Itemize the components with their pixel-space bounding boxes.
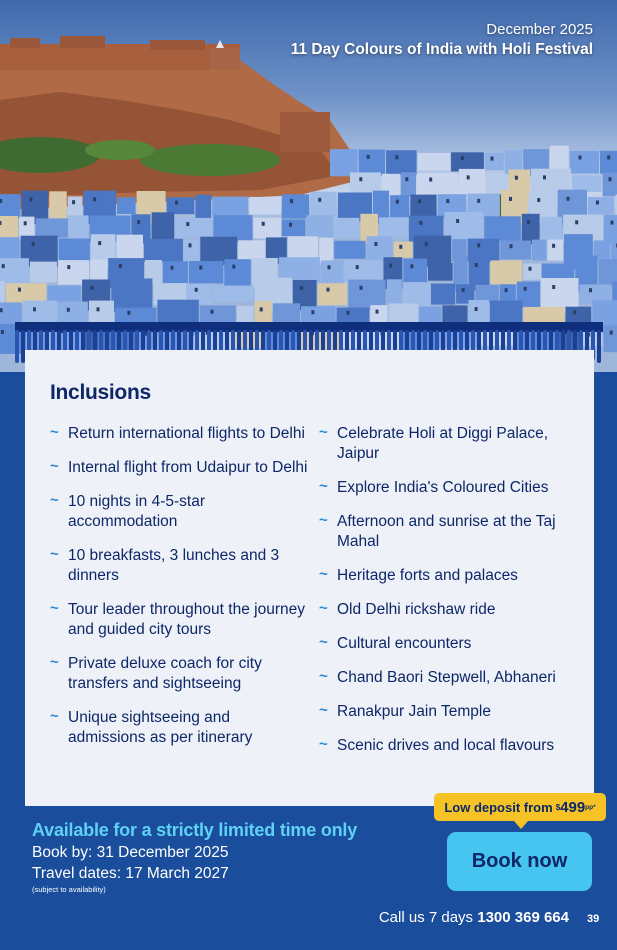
bullet-tilde-icon: ~ [50,458,59,475]
deposit-currency: $ [555,802,561,812]
low-deposit-badge [434,793,606,821]
book-by-date: Book by: 31 December 2025 [32,844,229,861]
bullet-tilde-icon: ~ [319,512,328,529]
inclusion-item: ~ Unique sightseeing and admissions as per itinerary [50,708,253,746]
bullet-tilde-icon: ~ [319,566,328,583]
inclusion-item: ~ Afternoon and sunrise at the Taj Mahal [319,512,556,550]
hero-caption [291,20,593,60]
tour-title: 11 Day Colours of India with Holi Festival [290,41,593,58]
inclusion-item: ~ Explore India's Coloured Cities [319,478,549,496]
bullet-tilde-icon: ~ [50,424,59,441]
inclusion-item: ~ Internal flight from Udaipur to Delhi [50,458,308,476]
bullet-tilde-icon: ~ [319,702,328,719]
offer-headline: Available for a strictly limited time only [32,820,358,840]
inclusion-item: ~ Ranakpur Jain Temple [319,702,491,720]
bullet-tilde-icon: ~ [50,600,59,617]
bullet-tilde-icon: ~ [50,708,59,725]
tour-date: December 2025 [486,21,593,38]
inclusions-list-right [319,424,584,770]
phone-number-link[interactable]: 1300 369 664 [477,909,569,926]
travel-dates: Travel dates: 17 March 2027 [32,865,229,882]
deposit-prefix: Low deposit from [444,799,553,815]
page-number: 39 [587,913,600,925]
bullet-tilde-icon: ~ [319,478,328,495]
deposit-amount: 499 [560,798,586,816]
bullet-tilde-icon: ~ [50,654,59,671]
inclusions-panel [25,350,594,806]
bullet-tilde-icon: ~ [319,600,328,617]
call-us-text: Call us 7 days [378,909,474,926]
inclusion-item: ~ Return international flights to Delhi [50,424,305,442]
bullet-tilde-icon: ~ [319,668,328,685]
inclusion-item: ~ Old Delhi rickshaw ride [319,600,496,618]
inclusions-list-left [50,424,310,762]
bullet-tilde-icon: ~ [319,736,328,753]
bullet-tilde-icon: ~ [319,634,328,651]
inclusion-item: ~ Private deluxe coach for city transfers and sightseeing [50,654,262,692]
bullet-tilde-icon: ~ [319,424,328,441]
book-now-button[interactable]: Book now [447,832,592,891]
inclusion-item: ~ Cultural encounters [319,634,472,652]
deposit-suffix: pp* [585,803,596,811]
inclusion-item: ~ Celebrate Holi at Diggi Palace, Jaipur [319,424,549,462]
inclusion-item: ~ Heritage forts and palaces [319,566,518,584]
inclusion-item: ~ 10 nights in 4-5-star accommodation [50,492,205,530]
inclusion-item: ~ Tour leader throughout the journey and guided city tours [50,600,305,638]
availability-note: (subject to availability) [32,885,106,894]
bullet-tilde-icon: ~ [50,546,59,563]
hero-photo-jodhpur-blue-city [0,0,617,372]
inclusion-item: ~ 10 breakfasts, 3 lunches and 3 dinners [50,546,280,584]
call-us [379,909,569,926]
inclusion-item: ~ Scenic drives and local flavours [319,736,555,754]
inclusions-heading: Inclusions [50,381,151,404]
bullet-tilde-icon: ~ [50,492,59,509]
inclusion-item: ~ Chand Baori Stepwell, Abhaneri [319,668,556,686]
